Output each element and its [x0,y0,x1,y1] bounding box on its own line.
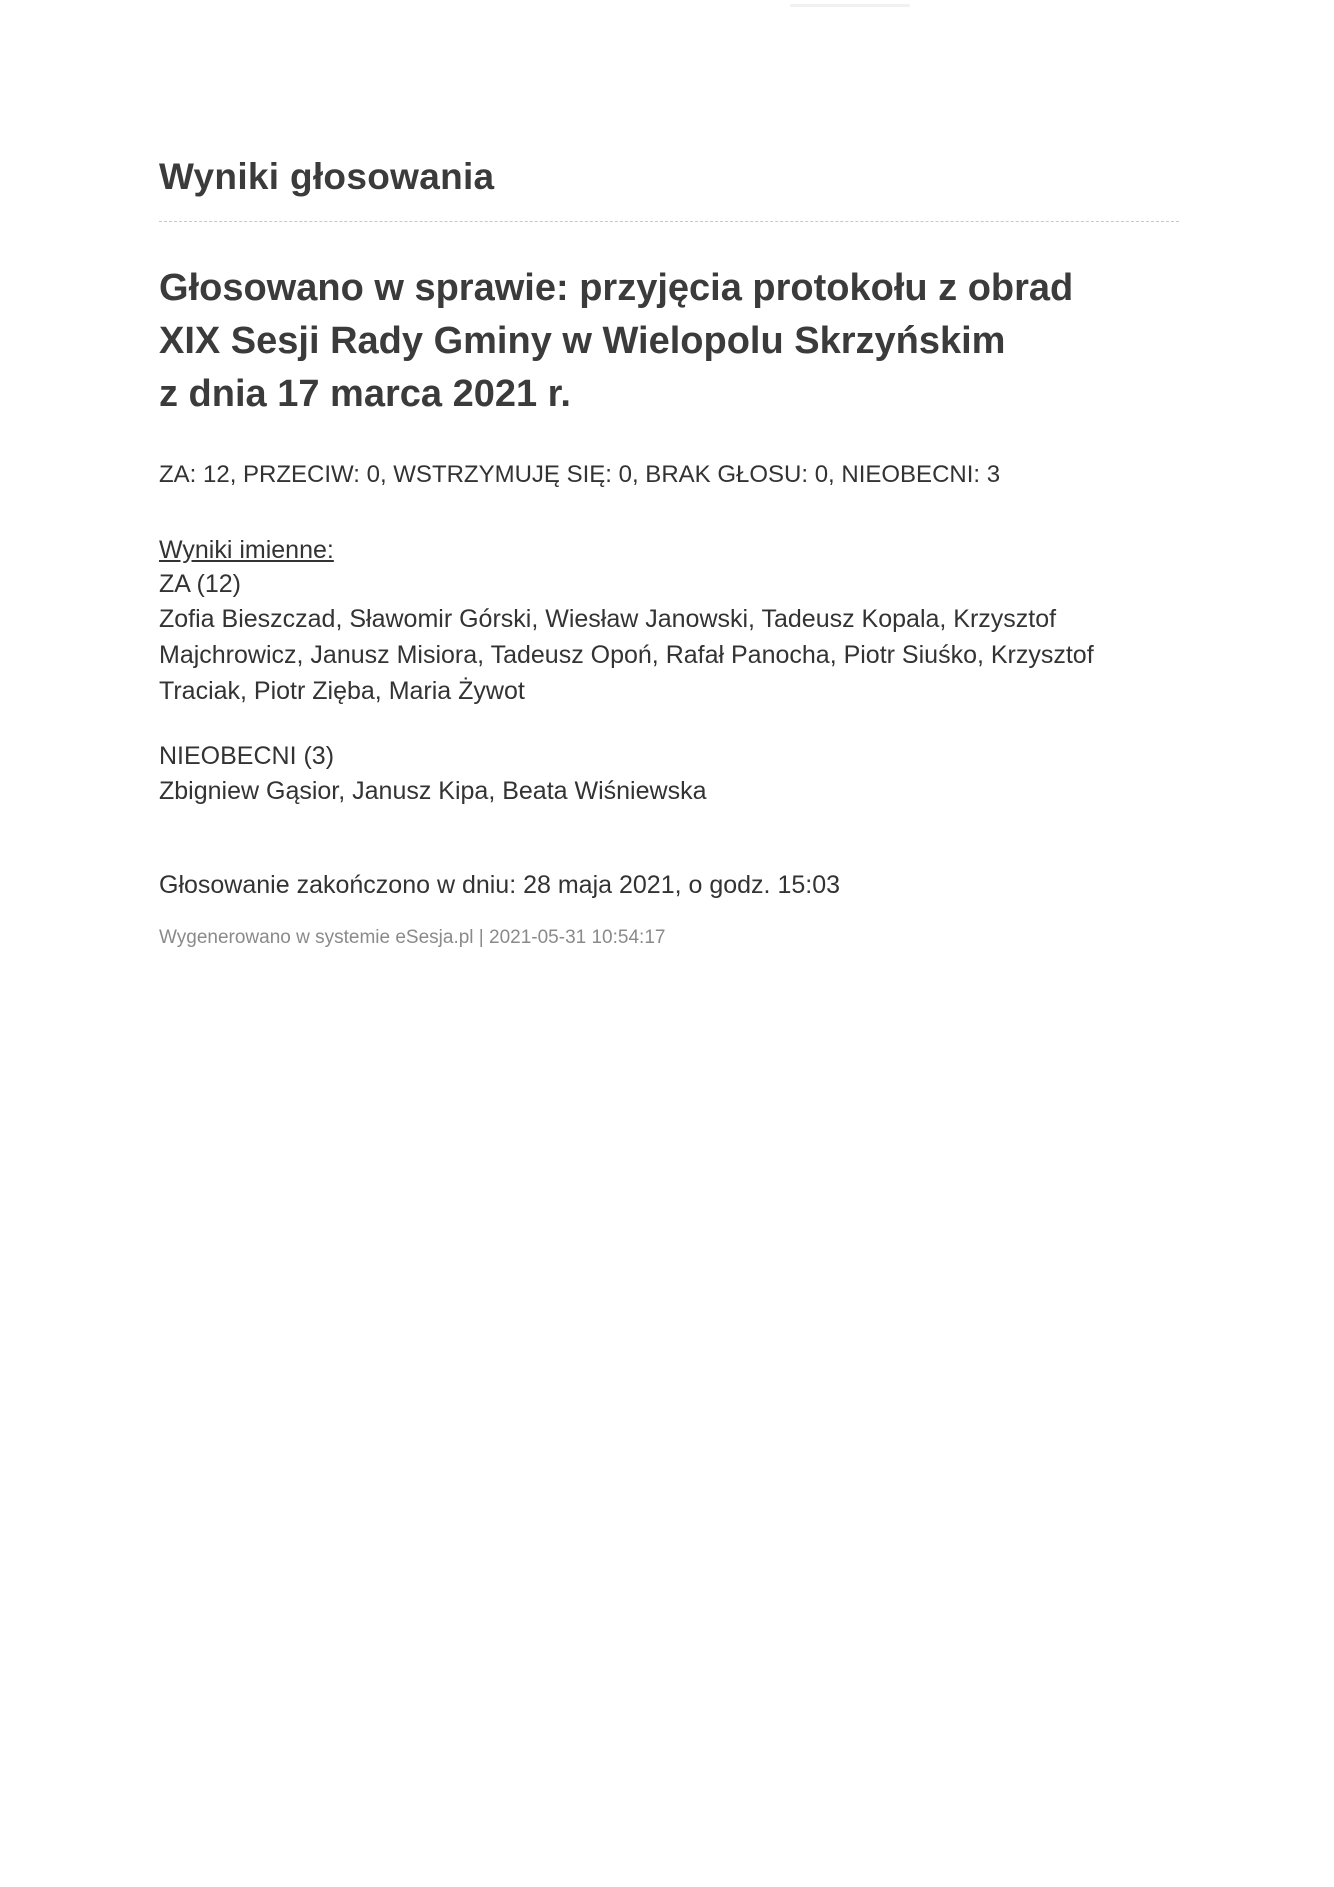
document-title: Wyniki głosowania [159,156,495,197]
vote-summary: ZA: 12, PRZECIW: 0, WSTRZYMUJĘ SIĘ: 0, BRAK GŁOSU: 0, NIEOBECNI: 3 [159,461,1001,489]
vote-group-label: ZA (12) [159,569,241,598]
vote-closing-time: Głosowanie zakończono w dniu: 28 maja 2021, o godz. 15:03 [159,870,841,899]
vote-subject-line: z dnia 17 marca 2021 r. [159,373,571,416]
vote-group-names: Zbigniew Gąsior, Janusz Kipa, Beata Wiśniewska [159,776,707,805]
document-content [159,155,1189,951]
scan-artifact [790,4,910,7]
vote-subject-line: Głosowano w sprawie: przyjęcia protokołu z obrad [159,267,1074,310]
title-divider [159,221,1179,222]
vote-group-names: Zofia Bieszczad, Sławomir Górski, Wiesław Janowski, Tadeusz Kopala, Krzysztof Majchrowicz, Janusz Misiora, Tadeusz Opoń, Rafał Panocha, Piotr Siuśko, Krzysztof Traciak, Piotr Zięba, Maria Żywot [159,604,1094,705]
named-results-heading: Wyniki imienne: [159,535,334,564]
generated-footer: Wygenerowano w systemie eSesja.pl | 2021-05-31 10:54:17 [159,927,666,949]
vote-subject-line: XIX Sesji Rady Gminy w Wielopolu Skrzyńskim [159,320,1006,363]
vote-group-for [159,567,1189,709]
vote-group-absent [159,739,1189,809]
vote-group-label: NIEOBECNI (3) [159,741,335,770]
vote-subject [159,262,1189,421]
